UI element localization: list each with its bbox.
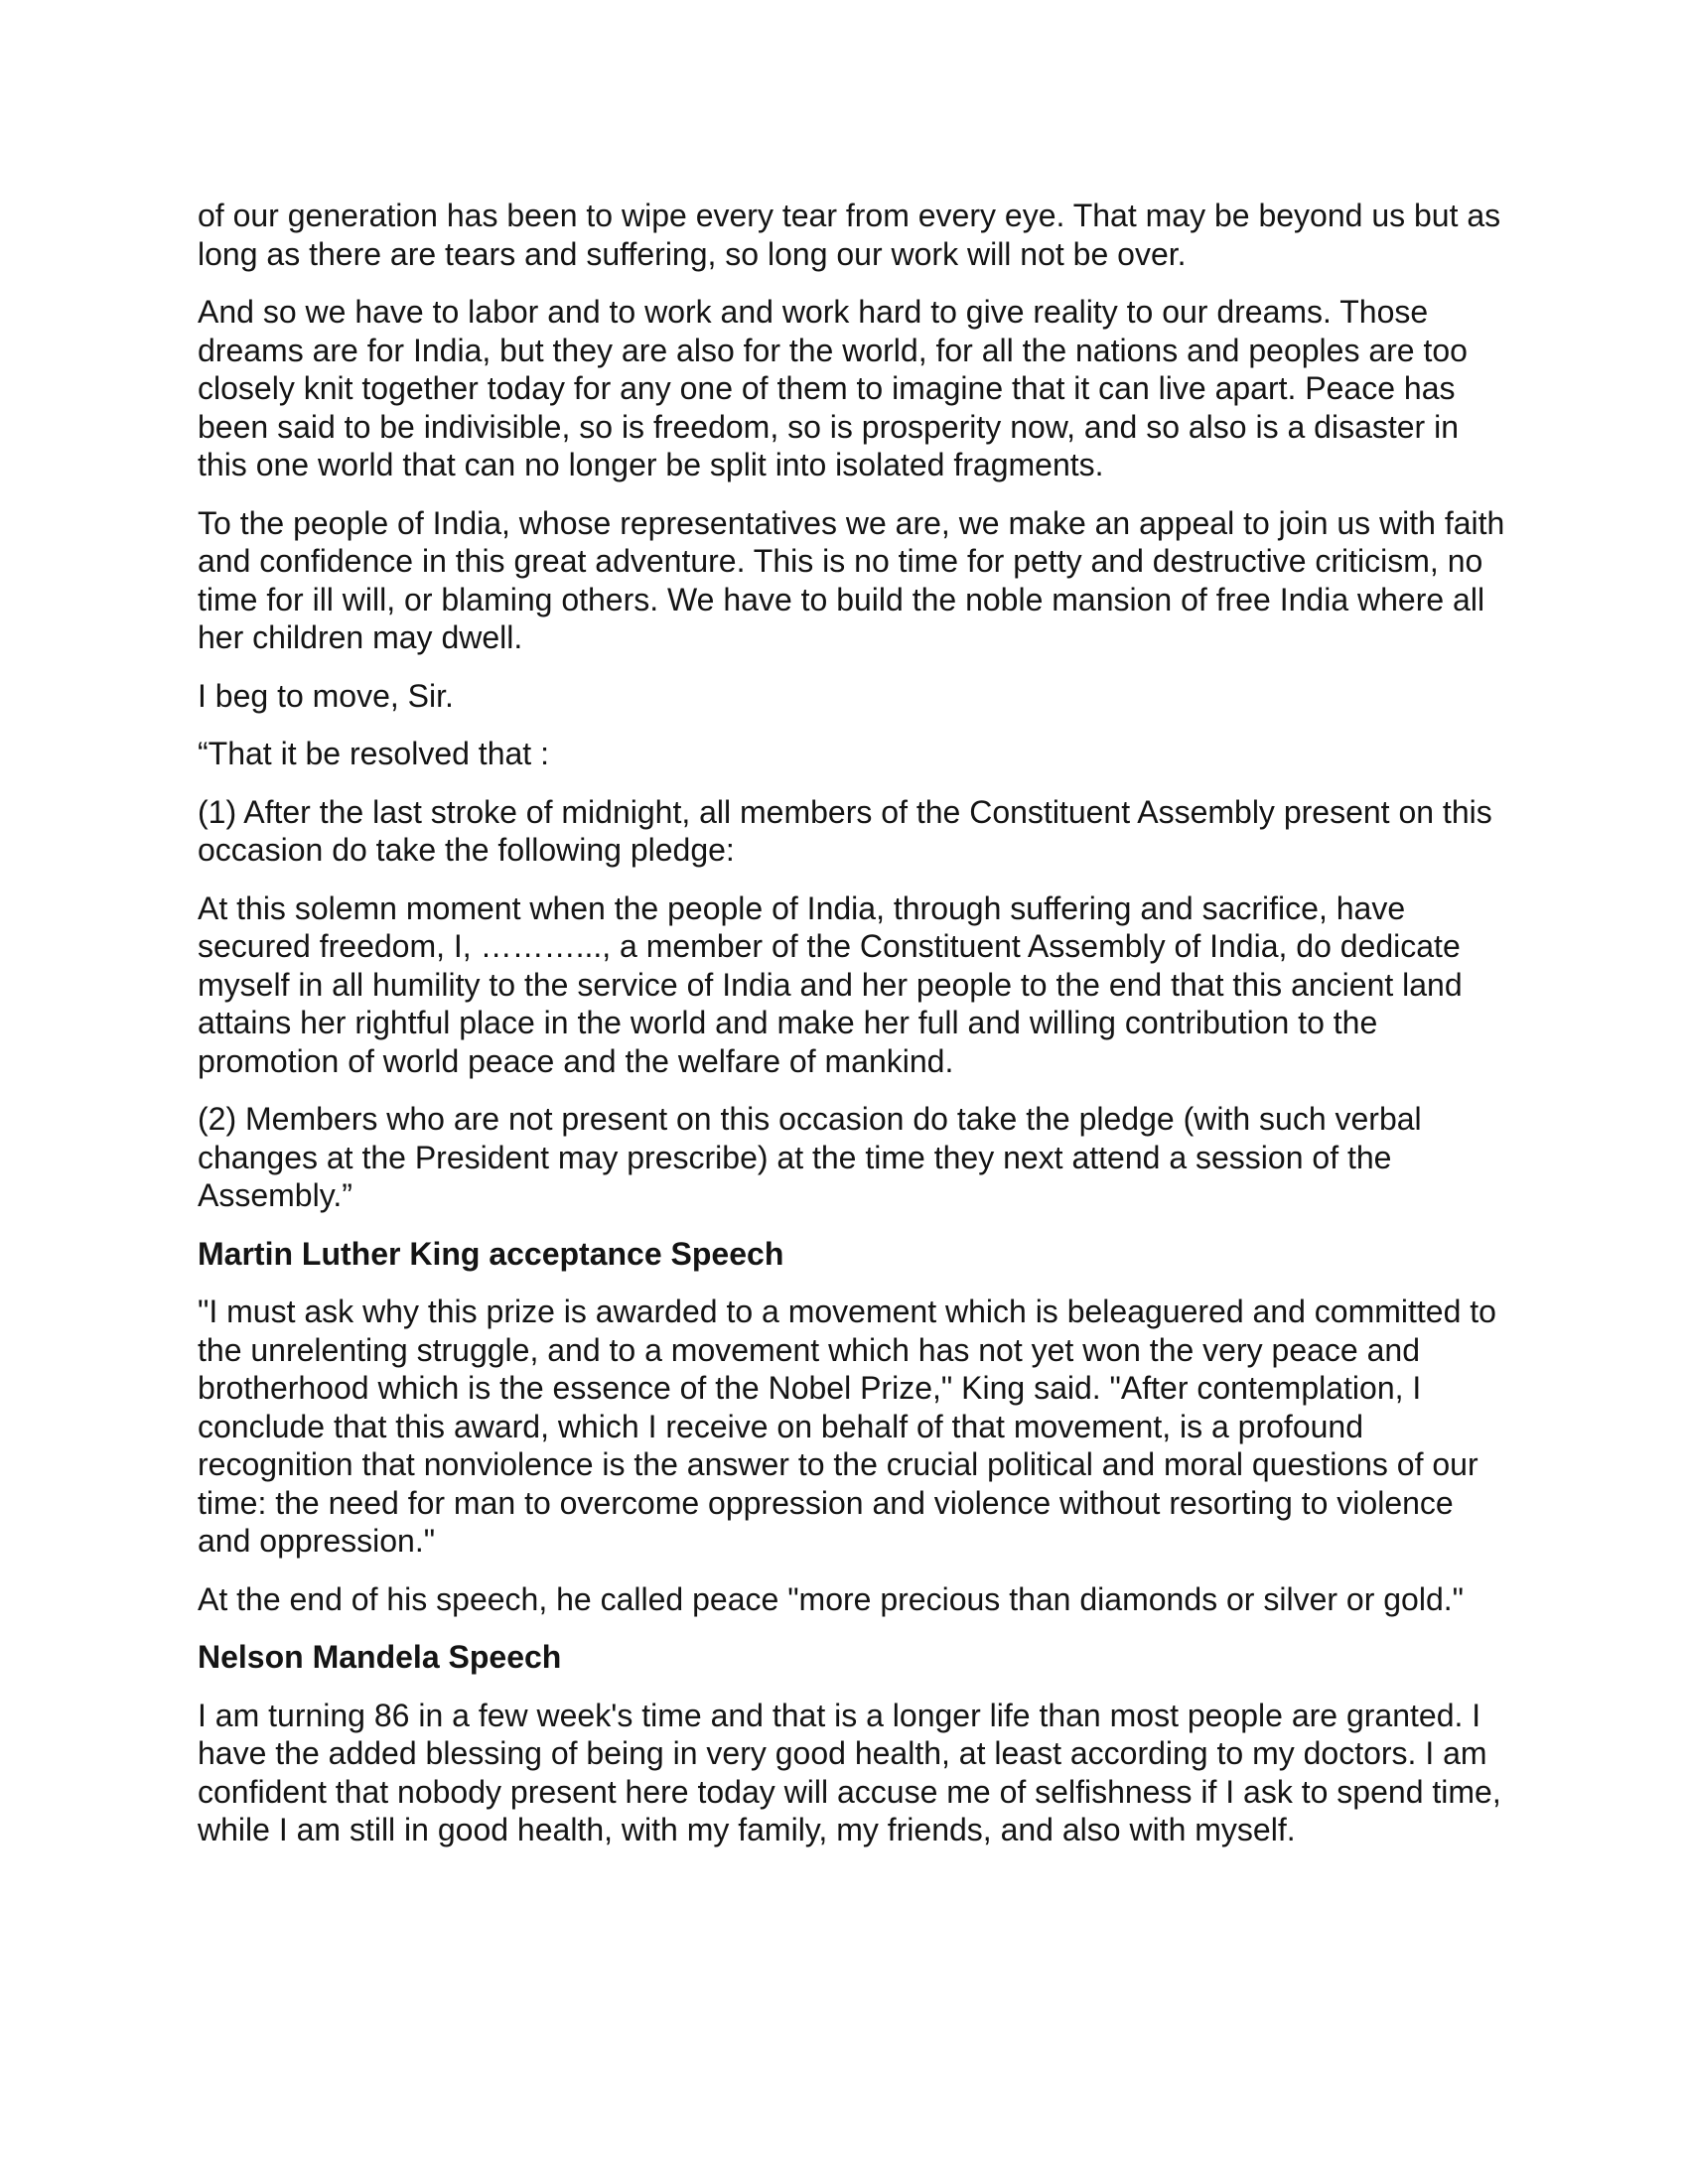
paragraph-work-dreams: And so we have to labor and to work and work hard to give reality to our dreams. Those dreams are for India, but they are also for the world, for all the nations and peoples are too closely knit together today for any one of them to imagine that it can live apart. Peace has been said to be indivisible, so is freedom, so is prosperity now, and so also is a disaster in this one world that can no longer be split into isolated fragments. <box>198 294 1468 482</box>
paragraph-resolution-item-2: (2) Members who are not present on this occasion do take the pledge (with such verbal changes at the President may prescribe) at the time they next attend a session of the Assembly.” <box>198 1101 1422 1213</box>
paragraph-king-peace: At the end of his speech, he called peace "more precious than diamonds or silver or gold." <box>198 1580 1464 1617</box>
paragraph-resolution-intro: “That it be resolved that : <box>198 736 549 771</box>
paragraph-beg-to-move: I beg to move, Sir. <box>198 677 454 714</box>
paragraph-king-quote: "I must ask why this prize is awarded to a movement which is beleaguered and committed to the unrelenting struggle, and to a movement which has not yet won the very peace and brotherhood which is the essence of the Nobel Prize," King said. "After contemplation, I conclude that this award, which I receive on behalf of that movement, is a profound recognition that nonviolence is the answer to the crucial political and moral questions of our time: the need for man to overcome oppression and violence without resorting to violence and oppression." <box>198 1294 1496 1559</box>
paragraph-generation-tears: of our generation has been to wipe every tear from every eye. That may be beyond us but as long as there are tears and suffering, so long our work will not be over. <box>198 198 1501 272</box>
paragraph-appeal-people: To the people of India, whose representatives we are, we make an appeal to join us with faith and confidence in this great adventure. This is no time for petty and destructive criticism, no time for ill will, or blaming others. We have to build the noble mansion of free India where all her children may dwell. <box>198 504 1505 655</box>
heading-nelson-mandela: Nelson Mandela Speech <box>198 1639 562 1675</box>
heading-martin-luther-king: Martin Luther King acceptance Speech <box>198 1235 784 1272</box>
paragraph-resolution-item-1: (1) After the last stroke of midnight, all members of the Constituent Assembly present on this occasion do take the following pledge: <box>198 793 1492 868</box>
document-page <box>198 197 1508 1869</box>
paragraph-pledge-text: At this solemn moment when the people of India, through suffering and sacrifice, have secured freedom, I, ………..., a member of the Constituent Assembly of India, do dedicate myself in all humility to the service of India and her people to the end that this ancient land attains her rightful place in the world and make her full and willing contribution to the promotion of world peace and the welfare of mankind. <box>198 889 1463 1079</box>
paragraph-mandela-speech: I am turning 86 in a few week's time and that is a longer life than most people are granted. I have the added blessing of being in very good health, at least according to my doctors. I am confident that nobody present here today will accuse me of selfishness if I ask to spend time, while I am still in good health, with my family, my friends, and also with myself. <box>198 1697 1501 1847</box>
